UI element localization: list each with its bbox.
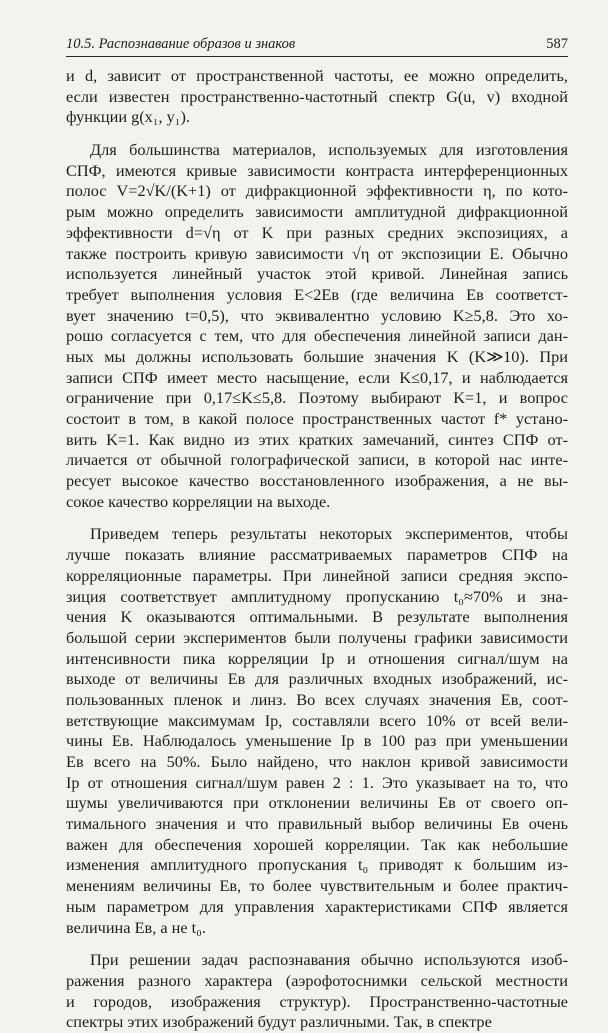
text-line: лучше показать влияние рассматриваемых параметров СПФ на: [66, 545, 568, 565]
text-line: состоит в том, в какой полосе пространственных частот f* устано-: [66, 409, 568, 428]
text-line: выходе от величины Eв для различных входных изображений, ис-: [66, 669, 568, 689]
text-line: и городов, изображения структур). Пространственно-частотные: [66, 991, 568, 1011]
paragraph-gap: [66, 938, 568, 950]
text-line: ресует высокое качество восстановленного изображения, а не вы-: [66, 471, 568, 491]
text-line: Iр от отношения сигнал/шум равен 2 : 1. Это указывает на то, что: [66, 772, 568, 792]
text-line: При решении задач распознавания обычно используются изоб-: [90, 950, 568, 970]
section-title: 10.5. Распознавание образов и знаков: [66, 36, 296, 52]
running-head: [66, 34, 568, 57]
text-line: также построить кривую зависимости √η от экспозиции E. Обычно: [66, 243, 568, 263]
text-line: изменения амплитудного пропускания t₀ приводят к большим из-: [66, 855, 568, 875]
text-line: и d, зависит от пространственной частоты, ее можно определить,: [66, 66, 568, 85]
text-line: ных мы должны использовать большие значения K (K≫10). При: [66, 346, 568, 366]
text-line: полос V=2√K/(K+1) от дифракционной эффективности η, по кото-: [66, 181, 568, 201]
paragraph-gap: [66, 128, 568, 140]
paragraph: [66, 950, 568, 1033]
text-line: эффективности d=√η от K при разных средних экспозициях, а: [66, 222, 568, 242]
text-line: пользованных пленок и линз. Во всех случаях значения Eв, соот-: [66, 689, 568, 709]
text-line: требует выполнения условия E<2Eв (где величина Eв соответст-: [66, 284, 568, 304]
paragraph: [66, 140, 568, 512]
body-text: [66, 66, 568, 1033]
text-line: вить K=1. Как видно из этих кратких замечаний, синтез СПФ от-: [66, 429, 568, 449]
page-number: 587: [546, 36, 568, 52]
text-line: записи СПФ имеет место насыщение, если K≤0,17, и наблюдается: [66, 367, 568, 387]
text-line: ражения разного характера (аэрофотоснимки сельской местности: [66, 970, 568, 990]
text-line: Eв всего на 50%. Было найдено, что наклон кривой зависимости: [66, 752, 568, 771]
text-line: большой серии экспериментов были получены графики зависимости: [66, 627, 568, 647]
text-line: интенсивности пика корреляции Iр и отношения сигнал/шум на: [66, 648, 568, 668]
text-line: используется линейный участок этой кривой. Линейная запись: [66, 264, 568, 284]
text-line: ветствующие максимумам Iр, составляли всего 10% от всей вели-: [66, 710, 568, 730]
text-line: чения K оказываются оптимальными. В результате выполнения: [66, 607, 568, 627]
text-line: рым можно определить зависимости амплитудной дифракционной: [66, 202, 568, 222]
text-line: зиция соответствует амплитудному пропусканию t₀≈70% и зна-: [66, 586, 568, 606]
text-line: менениям величины Eв, то более чувствительным и более практич-: [66, 876, 568, 896]
text-line: Для большинства материалов, используемых для изготовления: [90, 140, 568, 160]
text-line: чины Eв. Наблюдалось уменьшение Iр в 100 раз при уменьшении: [66, 731, 568, 751]
paragraph-gap: [66, 512, 568, 524]
text-line: если известен пространственно-частотный спектр G(u, v) входной: [66, 86, 568, 106]
text-line: вует значению t=0,5), что эквивалентно условию K≥5,8. Это хо-: [66, 305, 568, 325]
text-line: функции g(x₁, y₁).: [66, 107, 190, 127]
text-line: личается от обычной голографической записи, в которой нас инте-: [66, 450, 568, 470]
paragraph: [66, 524, 568, 938]
text-line: шумы увеличиваются при отклонении величины Eв от своего оп-: [66, 793, 568, 813]
text-line: сокое качество корреляции на выходе.: [66, 491, 331, 511]
text-line: ограничение при 0,17≤K≤5,8. Поэтому выбирают K=1, и вопрос: [66, 388, 568, 408]
text-line: важен для обеспечения хорошей корреляции. Так как небольшие: [66, 834, 568, 854]
text-line: ным параметром для управления характеристиками СПФ является: [66, 896, 568, 916]
paragraph: [66, 66, 568, 128]
text-line: рошо согласуется с тем, что для обеспечения линейной записи дан-: [66, 326, 568, 346]
text-line: корреляционные параметры. При линейной записи средняя экспо-: [66, 565, 568, 585]
text-line: величина Eв, а не t₀.: [66, 917, 206, 937]
text-line: СПФ, имеются кривые зависимости контраста интерференционных: [66, 160, 568, 180]
text-line: спектры этих изображений будут различными. Так, в спектре: [66, 1012, 492, 1032]
text-line: тимального значения и что правильный выбор величины Eв очень: [66, 814, 568, 834]
text-line: Приведем теперь результаты некоторых экспериментов, чтобы: [90, 524, 568, 544]
